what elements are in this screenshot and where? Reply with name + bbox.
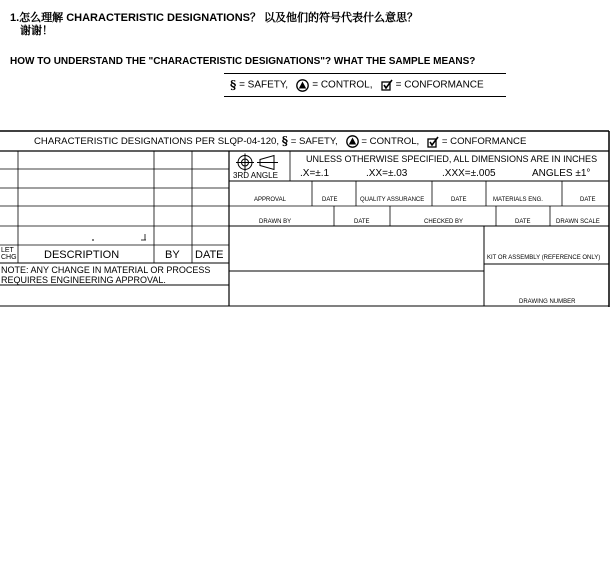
drawn-scale-label: DRAWN SCALE <box>556 219 600 225</box>
rev-let-label: LET <box>1 247 14 254</box>
tolerance-x: .X=±.1 <box>300 168 330 179</box>
approval-label: APPROVAL <box>254 197 286 203</box>
question-line-2: 谢谢！ <box>20 25 53 37</box>
tolerance-note: UNLESS OTHERWISE SPECIFIED, ALL DIMENSIONS ARE IN INCHES <box>306 154 598 164</box>
quality-assurance-label: QUALITY ASSURANCE <box>360 197 425 203</box>
tolerance-xxx: .XXX=±.005 <box>442 168 496 179</box>
section-sign-icon: § <box>230 78 237 92</box>
legend-control: = CONTROL, <box>312 79 373 91</box>
tolerance-angles: ANGLES ±1° <box>532 168 591 179</box>
header-conformance: = CONFORMANCE <box>441 136 527 148</box>
header-control: = CONTROL, <box>361 136 420 148</box>
question-english: HOW TO UNDERSTAND THE "CHARACTERISTIC DESIGNATIONS"? WHAT THE SAMPLE MEANS? <box>10 56 476 67</box>
checkbox-check-icon <box>427 136 439 148</box>
third-angle-projection-icon <box>236 153 280 172</box>
rev-date-label: DATE <box>195 249 224 261</box>
title-block-header <box>34 135 526 148</box>
drawn-by-label: DRAWN BY <box>259 219 292 225</box>
checked-date-label: DATE <box>515 219 531 225</box>
header-safety: = SAFETY, <box>290 136 338 148</box>
header-prefix: CHARACTERISTIC DESIGNATIONS PER SLQP-04-120, <box>34 136 280 148</box>
kit-or-assembly-label: KIT OR ASSEMBLY (REFERENCE ONLY) <box>487 255 601 261</box>
circled-triangle-icon <box>346 135 359 148</box>
rev-chg-label: CHG <box>1 254 17 261</box>
legend-conformance: = CONFORMANCE <box>395 79 484 91</box>
projection-label: 3RD ANGLE <box>233 171 278 180</box>
qa-date-label: DATE <box>451 197 467 203</box>
section-sign-icon: § <box>281 134 289 148</box>
note-line-2: REQUIRES ENGINEERING APPROVAL. <box>1 275 166 285</box>
materials-date-label: DATE <box>580 197 596 203</box>
checked-by-label: CHECKED BY <box>424 219 464 225</box>
tolerance-xx: .XX=±.03 <box>366 168 408 179</box>
question-line-1: 1.怎么理解 CHARACTERISTIC DESIGNATIONS？ 以及他们的符号代表什么意思？ <box>10 12 419 24</box>
rev-by-label: BY <box>165 249 180 261</box>
drawn-date-label: DATE <box>354 219 370 225</box>
rev-description-label: DESCRIPTION <box>44 249 120 261</box>
materials-eng-label: MATERIALS ENG. <box>493 197 543 203</box>
approval-date-label: DATE <box>322 197 338 203</box>
drawing-number-label: DRAWING NUMBER <box>519 299 576 305</box>
legend-safety: = SAFETY, <box>239 79 289 91</box>
note-line-1: NOTE: ANY CHANGE IN MATERIAL OR PROCESS <box>1 265 211 275</box>
